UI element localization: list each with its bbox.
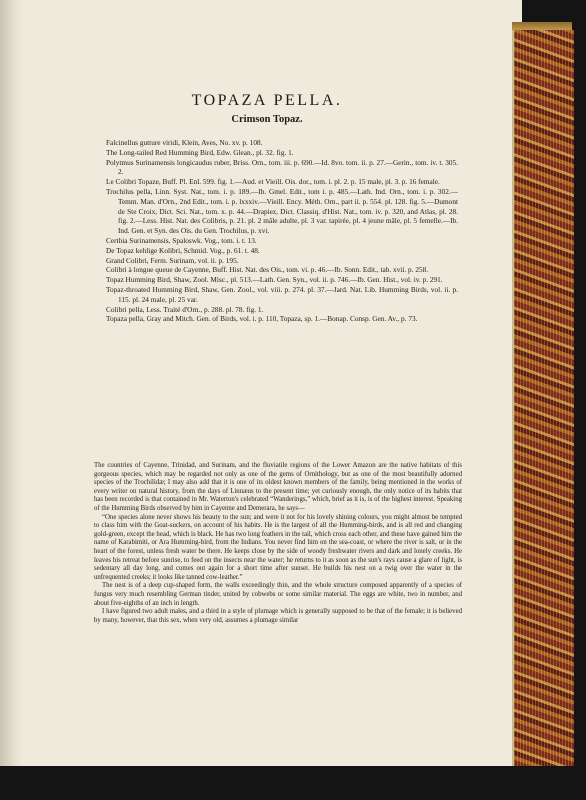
synonymy-entry: Polytmus Surinamensis longicaudus ruber, Briss. Orn., tom. iii. p. 690.—Id. 8vo. tom. ii. p. 27.—Gerin., tom. iv. t. 305. 2. [106, 157, 458, 177]
synonymy-entry: Topaz Humming Bird, Shaw, Zool. Misc., pl. 513.—Lath. Gen. Syn., vol. ii. p. 746.—Ib. Gen. Hist., vol. iv. p. 291. [106, 275, 443, 285]
synonymy-entry: The Long-tailed Red Humming Bird, Edw. Glean., pl. 32. fig. 1. [106, 147, 294, 157]
gutter-shadow [0, 0, 22, 766]
paragraph: I have figured two adult males, and a third in a style of plumage which is generally supposed to be that of the female; it is believed by many, however, that this sex, when very old, assumes a plumage similar [94, 608, 462, 624]
synonymy-entry: Trochilus pella, Linn. Syst. Nat., tom. i. p. 189.—Ib. Gmel. Edit., tom i. p. 485.—Lath. Ind. Orn., tom. i. p. 302.—Temm. Man. d'Orn., 2nd Edit., tom. i. p. lxxxiv.—Vieill. Ency. Méth. Orn., part ii. p. 554. pl. 128. fig. 5.—Dumont de Ste Croix, Dict. Sci. Nat., tom. x. p. 44.—Drapiez, Dict. Classiq. d'Hist. Nat., tom. iv. p. 320, and Atlas, pl. 28. fig. 2.—Less. Hist. Nat. des Colibris, p. 21. pl. 2 mâle adulte, pl. 3 var. tapirée, pl. 4 jeune mâle, pl. 5 femelle.—Ib. Ind. Gen. et Syn. des Ois. du Gen. Trochilus, p. xvi. [106, 186, 458, 236]
synonymy-entry: Colibri à longue queue de Cayenne, Buff. Hist. Nat. des Ois., tom. vi. p. 46.—Ib. Sonn. Edit., tab. xvii. p. 258. [106, 265, 429, 275]
synonymy-entry: Falcinellus gutture viridi, Klein, Aves, No. xv. p. 108. [106, 138, 263, 147]
paragraph: The countries of Cayenne, Trinidad, and Surinam, and the fluviatile regions of the Lower Amazon are the native habitats of this gorgeous species, which may be regarded not only as one of the gems of Ornithology, but as one of the most beautifully adorned species of the Trochilidæ; I may also add that it is one of its oldest known members of the family, being mentioned in the works of every writer on natural history, from the days of Linnæus to the present time; yet curiously enough, the only notice of its habits that has been recorded is that contained in Mr. Waterton's celebrated “Wanderings,” which, brief as it is, is of the highest interest. Speaking of the Humming Birds observed by him in Cayenne and Demerara, he says— [94, 462, 462, 512]
synonymy-entry: Topaz-throated Humming Bird, Shaw, Gen. Zool., vol. viii. p. 274. pl. 37.—Jard. Nat. Lib. Humming Birds, vol. ii. p. 115. pl. 24 male, pl. 25 var. [106, 284, 458, 304]
page-title: TOPAZA PELLA. [191, 92, 343, 109]
marbled-fore-edge [512, 30, 574, 766]
synonymy-entry: Grand Colibri, Ferm. Surinam, vol. ii. p. 195. [106, 255, 239, 265]
synonymy-entry: Colibri pella, Less. Traité d'Orn., p. 288. pl. 78. fig. 1. [106, 304, 264, 314]
synonymy-list [106, 138, 458, 324]
paragraph: “One species alone never shows his beauty to the sun; and were it not for his lovely shining colours, you might almost be tempted to class him with the Goat-suckers, on account of his habits. He is the largest of all the Humming-birds, and is all red and changing gold-green, except the head, which is black. He has two long feathers in the tail, which cross each other, and these have gained him the name of Karabimiti, or Ara Humming-bird, from the Indians. You never find him on the sea-coast, or where the river is salt, or in the heart of the forest, unless fresh water be there. He keeps close by the side of woody freshwater rivers and dark and lonely creeks. He leaves his retreat before sunrise, to feed on the insects near the water; he returns to it as soon as the sun's rays cause a glare of light, is sedentary all day long, and comes out again for a short time after sunset. He builds his nest on a twig over the water in the unfrequented creeks; it looks like tanned cow-leather.” [94, 513, 462, 581]
synonymy-entry: Topaza pella, Gray and Mitch. Gen. of Birds, vol. i. p. 110, Topaza, sp. 1.—Bonap. Consp. Gen. Av., p. 73. [106, 314, 418, 324]
common-name-subtitle: Crimson Topaz. [231, 114, 303, 125]
synonymy-entry: Certhia Surinamensis, Spaloswk. Vog., tom. i. t. 13. [106, 235, 257, 245]
paragraph: The nest is of a deep cup-shaped form, the walls exceedingly thin, and the whole structure composed apparently of a species of fungus very much resembling German tinder, united by cobwebs or some similar material. The eggs are white, two in number, and about five-eighths of an inch in length. [94, 582, 462, 607]
description-text [94, 462, 462, 625]
synonymy-entry: De Topaz kehlige Kolibri, Schmid. Vog., p. 61. t. 48. [106, 245, 260, 255]
synonymy-entry: Le Colibri Topaze, Buff. Pl. Enl. 599. fig. 1.—Aud. et Vieill. Ois. dor., tom. i. pl. 2. p. 15 male, pl. 3. p. 16 female. [106, 177, 440, 187]
